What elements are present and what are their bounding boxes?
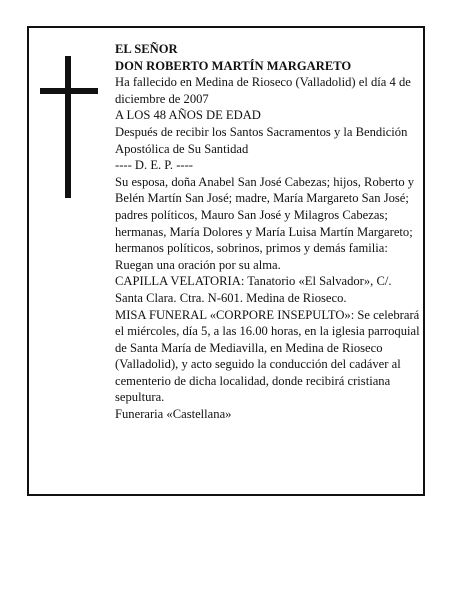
funeral-home: Funeraria «Castellana» (115, 407, 232, 422)
family-list: Su esposa, doña Anabel San José Cabezas; hijos, Roberto y Belén Martín San José; madre, María Margareto San José; padres políticos, Mauro San José y Milagros Cabezas; hermanas, María Dolores y María Luisa Martín Margareto; hermanos políticos, sobrinos, primos y demás familia: (115, 174, 415, 256)
obituary-notice (27, 26, 425, 496)
cross-horizontal-bar (40, 88, 98, 94)
chapel-info: CAPILLA VELATORIA: Tanatorio «El Salvador», C/. Santa Clara. Ctra. N-601. Medina de Rioseco. (115, 274, 392, 305)
sacraments-line: Después de recibir los Santos Sacramentos y la Bendición Apostólica de Su Santidad (115, 124, 408, 156)
obituary-text (115, 41, 421, 423)
prayer-request: Ruegan una oración por su alma. (115, 257, 281, 272)
cross-vertical-bar (65, 56, 71, 198)
death-announcement: Ha fallecido en Medina de Rioseco (Valladolid) el día 4 de diciembre de 2007 (115, 75, 411, 106)
age-line: A LOS 48 AÑOS DE EDAD (115, 108, 261, 123)
deceased-name: DON ROBERTO MARTÍN MARGARETO (115, 58, 352, 73)
funeral-mass-info: MISA FUNERAL «CORPORE INSEPULTO»: Se celebrará el miércoles, día 5, a las 16.00 horas, en la iglesia parroquial de Santa María de Mediavilla, en Medina de Rioseco (Valladolid), y acto seguido la conducción del cadáver al cementerio de dicha localidad, donde recibirá cristiana sepultura. (115, 307, 420, 405)
notice-heading-title: EL SEÑOR (115, 42, 178, 56)
latin-cross-icon (40, 56, 98, 198)
rip-line: ---- D. E. P. ---- (115, 158, 193, 173)
